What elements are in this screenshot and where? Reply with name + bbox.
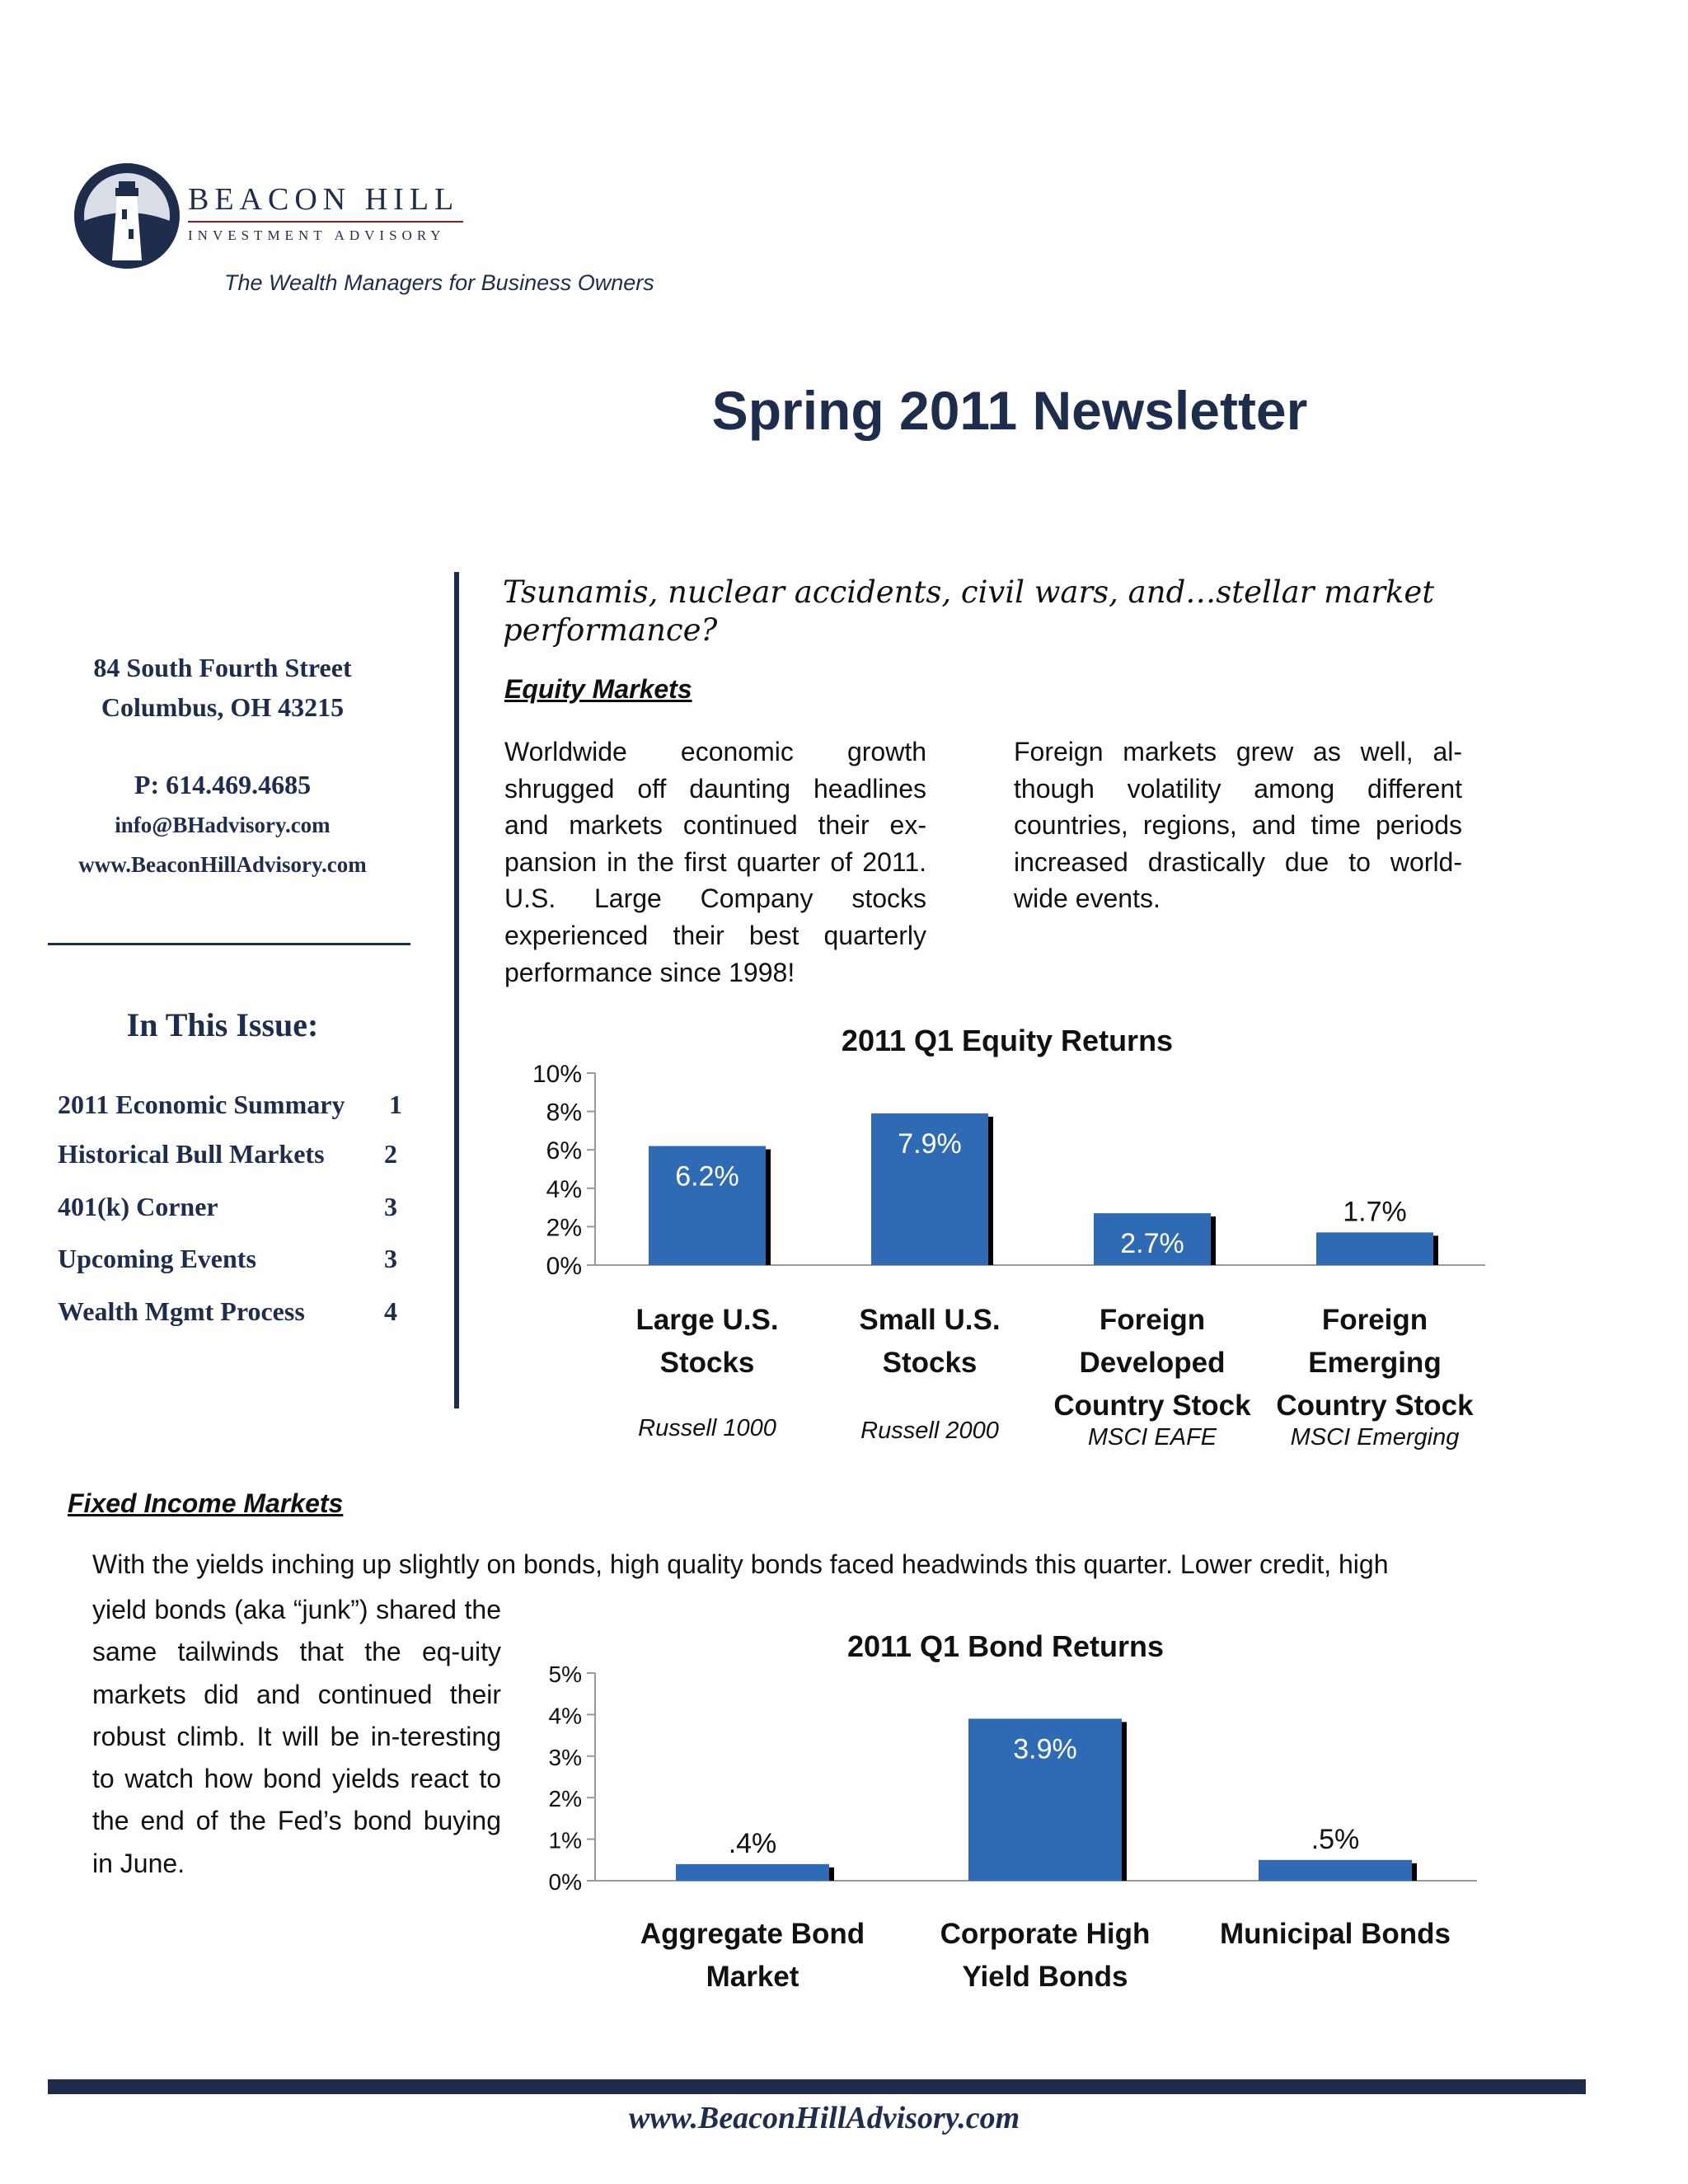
data-label: 2.7% <box>1120 1228 1184 1260</box>
address-line-2: Columbus, OH 43215 <box>101 692 345 722</box>
toc-item-label[interactable]: 2011 Economic Summary <box>58 1090 345 1119</box>
x-tick-label: Country Stock <box>1276 1390 1474 1422</box>
toc-item-label[interactable]: Historical Bull Markets <box>58 1139 325 1169</box>
x-tick-label: Municipal Bonds <box>1220 1918 1451 1950</box>
x-tick-label: Aggregate Bond <box>640 1918 865 1950</box>
equity-markets-heading: Equity Markets <box>504 674 692 704</box>
toc-item-page: 3 <box>384 1244 397 1273</box>
y-tick-label: 2% <box>548 1786 582 1812</box>
y-tick-label: 4% <box>546 1175 582 1203</box>
x-tick-label: Yield Bonds <box>962 1961 1128 1993</box>
sidebar-divider <box>48 943 410 945</box>
toc-item-label[interactable]: Upcoming Events <box>58 1244 256 1273</box>
y-tick-label: 10% <box>532 1061 582 1088</box>
equity-returns-chart <box>495 1014 1517 1459</box>
column-divider <box>454 572 459 1408</box>
chart-title: 2011 Q1 Equity Returns <box>841 1024 1174 1057</box>
y-tick-label: 0% <box>546 1253 582 1280</box>
x-tick-label: Large U.S. <box>635 1304 779 1336</box>
y-tick-label: 1% <box>548 1827 582 1854</box>
brand-subtitle: INVESTMENT ADVISORY <box>188 227 446 243</box>
x-tick-label: Small U.S. <box>859 1304 1001 1336</box>
data-label: .4% <box>728 1827 777 1859</box>
y-tick-label: 6% <box>546 1137 582 1165</box>
x-tick-label: Corporate High <box>940 1918 1151 1950</box>
address-line-1: 84 South Fourth Street <box>93 653 352 682</box>
y-tick-label: 0% <box>548 1869 582 1895</box>
email-link[interactable]: info@BHadvisory.com <box>115 813 331 837</box>
page-title: Spring 2011 Newsletter <box>711 380 1308 441</box>
y-tick-label: 4% <box>548 1703 582 1729</box>
bar <box>676 1864 829 1881</box>
toc-item-label[interactable]: Wealth Mgmt Process <box>58 1296 305 1326</box>
footer-website-link[interactable]: www.BeaconHillAdvisory.com <box>628 2101 1020 2135</box>
y-tick-label: 2% <box>546 1214 582 1242</box>
website-link[interactable]: www.BeaconHillAdvisory.com <box>78 852 367 877</box>
x-tick-label: Emerging <box>1308 1347 1442 1379</box>
x-tick-label: Stocks <box>882 1347 978 1379</box>
brand-name: BEACON HILL <box>188 182 460 217</box>
data-label: 6.2% <box>675 1160 739 1193</box>
bar-shadow <box>988 1117 993 1265</box>
bond-returns-chart <box>528 1615 1517 2011</box>
data-label: 7.9% <box>898 1127 962 1160</box>
y-tick-label: 8% <box>546 1099 582 1127</box>
x-tick-label: Developed <box>1079 1347 1226 1379</box>
phone-number: P: 614.469.4685 <box>134 770 312 799</box>
data-label: .5% <box>1311 1823 1360 1855</box>
fixed-income-line-1: With the yields inching up slightly on bonds, high quality bonds faced headwinds this quarter. Lower credit, high <box>92 1549 1389 1579</box>
index-label: MSCI Emerging <box>1290 1424 1460 1451</box>
y-tick-label: 5% <box>548 1661 582 1687</box>
tagline: The Wealth Managers for Business Owners <box>224 270 654 295</box>
x-tick-label: Market <box>706 1961 799 1993</box>
toc-item-page: 4 <box>384 1296 397 1326</box>
article-headline: Tsunamis, nuclear accidents, civil wars, and…stellar market performance? <box>503 574 1435 648</box>
bar-shadow <box>1412 1863 1417 1881</box>
data-label: 3.9% <box>1013 1733 1077 1765</box>
index-label: Russell 1000 <box>638 1415 776 1441</box>
toc-item-label[interactable]: 401(k) Corner <box>58 1192 218 1221</box>
equity-paragraph-1: Worldwide economic growth shrugged off daunting headlines and markets continued their ex-pansion in the first quarter of 2011. U.S. Large Company stocks experienced their best quarterly performance since 1998! <box>504 737 926 987</box>
bar-shadow <box>766 1150 771 1265</box>
chart-title: 2011 Q1 Bond Returns <box>846 1629 1165 1663</box>
x-tick-label: Stocks <box>659 1347 755 1379</box>
x-tick-label: Country Stock <box>1053 1390 1251 1422</box>
bar <box>1259 1860 1412 1881</box>
data-label: 1.7% <box>1343 1196 1407 1228</box>
y-tick-label: 3% <box>548 1744 582 1770</box>
fixed-income-heading: Fixed Income Markets <box>68 1488 344 1518</box>
bar-shadow <box>1122 1722 1127 1881</box>
fixed-income-paragraph: yield bonds (aka “junk”) shared the same tailwinds that the eq-uity markets did and continued their robust climb. It will be in-teresting to watch how bond yields react to the end of the Fed’s bond buying in June. <box>92 1595 501 1878</box>
footer-bar <box>48 2079 1586 2094</box>
x-tick-label: Foreign <box>1321 1304 1428 1336</box>
bar-shadow <box>829 1868 834 1881</box>
toc-item-page: 2 <box>384 1139 397 1169</box>
brand-rule <box>188 221 463 223</box>
index-label: Russell 2000 <box>860 1418 999 1444</box>
equity-paragraph-2: Foreign markets grew as well, al-though volatility among different countries, regions, and time periods increased drastically due to world-wide events. <box>1014 737 1462 914</box>
bar-shadow <box>1433 1235 1438 1265</box>
bar-shadow <box>1211 1216 1216 1265</box>
in-this-issue-heading: In This Issue: <box>126 1006 319 1043</box>
x-tick-label: Foreign <box>1099 1304 1206 1336</box>
toc-item-page: 1 <box>389 1090 402 1119</box>
index-label: MSCI EAFE <box>1087 1424 1217 1451</box>
toc-item-page: 3 <box>384 1192 397 1221</box>
bar <box>1316 1232 1433 1265</box>
lighthouse-logo-icon <box>74 163 180 269</box>
